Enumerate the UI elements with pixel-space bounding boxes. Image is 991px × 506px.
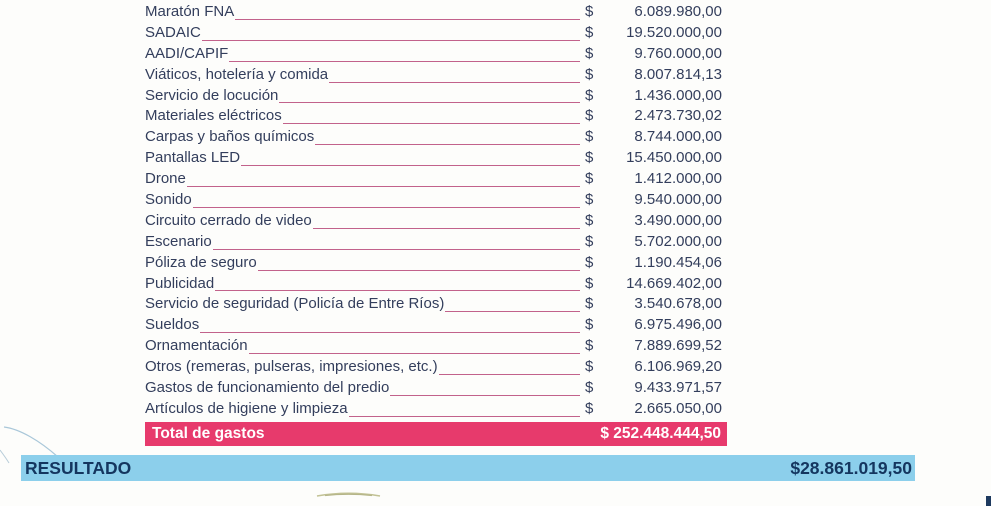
expense-label: Ornamentación bbox=[145, 337, 248, 355]
currency-symbol: $ bbox=[585, 107, 594, 125]
olive-curve-bottom-inner bbox=[325, 494, 372, 495]
expense-label: Publicidad bbox=[145, 274, 215, 292]
currency-symbol: $ bbox=[585, 358, 594, 376]
leader-line bbox=[329, 82, 580, 83]
table-row bbox=[145, 358, 722, 379]
leader-line bbox=[349, 416, 580, 417]
currency-symbol: $ bbox=[585, 274, 594, 292]
expense-amount: 9.540.000,00 bbox=[634, 191, 722, 209]
expense-label: Circuito cerrado de video bbox=[145, 211, 312, 229]
leader-line bbox=[213, 249, 580, 250]
currency-symbol: $ bbox=[585, 337, 594, 355]
leader-line bbox=[439, 374, 580, 375]
currency-symbol: $ bbox=[585, 128, 594, 146]
table-row bbox=[145, 107, 722, 128]
currency-symbol: $ bbox=[585, 211, 594, 229]
table-row bbox=[145, 254, 722, 275]
corner-accent-square bbox=[986, 496, 991, 506]
expense-label: Sonido bbox=[145, 191, 192, 209]
currency-symbol: $ bbox=[585, 86, 594, 104]
table-row bbox=[145, 233, 722, 254]
expense-amount: 1.412.000,00 bbox=[634, 170, 722, 188]
expense-label: SADAIC bbox=[145, 23, 201, 41]
expense-amount: 14.669.402,00 bbox=[626, 274, 722, 292]
currency-symbol: $ bbox=[585, 23, 594, 41]
leader-line bbox=[445, 311, 580, 312]
expense-label: Servicio de seguridad (Policía de Entre Ríos) bbox=[145, 295, 445, 313]
swoosh-curve-left-edge bbox=[0, 450, 9, 463]
expense-amount: 6.089.980,00 bbox=[634, 3, 722, 20]
expense-label: Materiales eléctricos bbox=[145, 107, 282, 125]
table-row bbox=[145, 24, 722, 45]
table-row bbox=[145, 128, 722, 149]
expense-label: Otros (remeras, pulseras, impresiones, etc.) bbox=[145, 358, 438, 376]
expense-label: Carpas y baños químicos bbox=[145, 128, 315, 146]
leader-line bbox=[390, 395, 580, 396]
table-row bbox=[145, 212, 722, 233]
table-row bbox=[145, 400, 722, 421]
leader-line bbox=[249, 353, 580, 354]
currency-symbol: $ bbox=[585, 253, 594, 271]
currency-symbol: $ bbox=[585, 191, 594, 209]
table-row bbox=[145, 295, 722, 316]
expense-amount: 1.190.454,06 bbox=[634, 253, 722, 271]
currency-symbol: $ bbox=[585, 170, 594, 188]
result-row bbox=[21, 455, 915, 481]
expense-amount: 6.975.496,00 bbox=[634, 316, 722, 334]
total-label: Total de gastos bbox=[152, 425, 265, 442]
expense-rows bbox=[145, 3, 722, 421]
leader-line bbox=[315, 144, 580, 145]
expense-amount: 6.106.969,20 bbox=[634, 358, 722, 376]
expense-amount: 7.889.699,52 bbox=[634, 337, 722, 355]
expense-label: Servicio de locución bbox=[145, 86, 279, 104]
currency-symbol: $ bbox=[585, 379, 594, 397]
expense-amount: 8.007.814,13 bbox=[634, 65, 722, 83]
currency-symbol: $ bbox=[585, 232, 594, 250]
leader-line bbox=[193, 207, 580, 208]
total-row bbox=[145, 422, 727, 446]
expense-label: Sueldos bbox=[145, 316, 200, 334]
expense-amount: 19.520.000,00 bbox=[626, 23, 722, 41]
table-row bbox=[145, 45, 722, 66]
table-row bbox=[145, 3, 722, 24]
currency-symbol: $ bbox=[585, 149, 594, 167]
table-row bbox=[145, 316, 722, 337]
expense-label: Drone bbox=[145, 170, 186, 188]
leader-line bbox=[215, 290, 580, 291]
currency-symbol: $ bbox=[585, 65, 594, 83]
currency-symbol: $ bbox=[585, 316, 594, 334]
total-amount: $ 252.448.444,50 bbox=[600, 425, 721, 442]
expense-label: Artículos de higiene y limpieza bbox=[145, 399, 348, 417]
expense-amount: 3.490.000,00 bbox=[634, 211, 722, 229]
expense-table bbox=[145, 3, 722, 421]
expense-amount: 15.450.000,00 bbox=[626, 149, 722, 167]
table-row bbox=[145, 149, 722, 170]
leader-line bbox=[283, 123, 580, 124]
table-row bbox=[145, 170, 722, 191]
expense-amount: 1.436.000,00 bbox=[634, 86, 722, 104]
swoosh-curve-topleft bbox=[4, 427, 58, 457]
table-row bbox=[145, 275, 722, 296]
expense-label: AADI/CAPIF bbox=[145, 44, 229, 62]
expense-amount: 3.540.678,00 bbox=[634, 295, 722, 313]
expense-label: Maratón FNA bbox=[145, 3, 235, 20]
currency-symbol: $ bbox=[585, 44, 594, 62]
leader-line bbox=[229, 61, 580, 62]
expense-label: Póliza de seguro bbox=[145, 253, 257, 271]
result-label: RESULTADO bbox=[25, 457, 132, 478]
olive-curve-bottom bbox=[317, 493, 380, 496]
currency-symbol: $ bbox=[585, 3, 594, 20]
expense-label: Escenario bbox=[145, 232, 212, 250]
expense-amount: 5.702.000,00 bbox=[634, 232, 722, 250]
table-row bbox=[145, 191, 722, 212]
currency-symbol: $ bbox=[585, 295, 594, 313]
leader-line bbox=[202, 40, 580, 41]
table-row bbox=[145, 66, 722, 87]
currency-symbol: $ bbox=[585, 399, 594, 417]
expense-amount: 2.665.050,00 bbox=[634, 399, 722, 417]
leader-line bbox=[241, 165, 580, 166]
expense-label: Gastos de funcionamiento del predio bbox=[145, 379, 390, 397]
result-amount: $28.861.019,50 bbox=[790, 457, 912, 478]
leader-line bbox=[258, 270, 580, 271]
expense-label: Viáticos, hotelería y comida bbox=[145, 65, 329, 83]
leader-line bbox=[313, 228, 580, 229]
table-row bbox=[145, 379, 722, 400]
leader-line bbox=[187, 186, 580, 187]
table-row bbox=[145, 87, 722, 108]
expense-amount: 2.473.730,02 bbox=[634, 107, 722, 125]
leader-line bbox=[279, 102, 580, 103]
leader-line bbox=[235, 19, 580, 20]
expense-amount: 8.744.000,00 bbox=[634, 128, 722, 146]
expense-amount: 9.433.971,57 bbox=[634, 379, 722, 397]
expense-amount: 9.760.000,00 bbox=[634, 44, 722, 62]
leader-line bbox=[200, 332, 580, 333]
table-row bbox=[145, 337, 722, 358]
expense-label: Pantallas LED bbox=[145, 149, 241, 167]
